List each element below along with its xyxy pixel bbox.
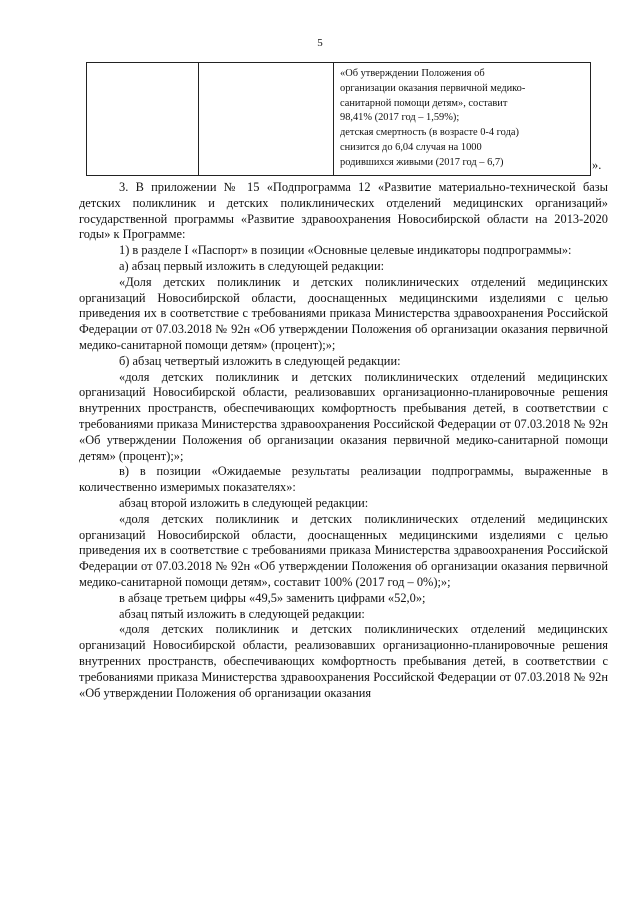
paragraph: 1) в разделе I «Паспорт» в позиции «Основные целевые индикаторы подпрограммы»:	[119, 243, 572, 258]
document-body	[79, 180, 608, 701]
paragraph: б) абзац четвертый изложить в следующей редакции:	[119, 353, 401, 368]
paragraph: «доля детских поликлиник и детских поликлинических отделений медицинских организаций Новосибирской области, реализовавших организационно-планировочные решения внутренних пространств, обеспечивающих комфортность пребывания детей, в соответствии с требованиями приказа Министерства здравоохранения Российской Федерации от 07.03.2018 № 92н «Об утверждении Положения об организации оказания	[79, 622, 608, 700]
table-cell-empty-1	[87, 63, 199, 176]
paragraph: «доля детских поликлиник и детских поликлинических отделений медицинских организаций Новосибирской области, реализовавших организационно-планировочные решения внутренних пространств, обеспечивающих комфортность пребывания детей, в соответствии с требованиями приказа Министерства здравоохранения Российской Федерации от 07.03.2018 № 92н «Об утверждении Положения об организации оказания первичной медико-санитарной помощи детям» (процент);»;	[79, 369, 608, 463]
paragraph: «доля детских поликлиник и детских поликлинических отделений медицинских организаций Новосибирской области, дооснащенных медицинскими изделиями с целью приведения их в соответствие с требованиями приказа Министерства здравоохранения Российской Федерации от 07.03.2018 № 92н «Об утверждении Положения об организации оказания первичной медико-санитарной помощи детям», составит 100% (2017 год – 0%);»;	[79, 511, 608, 589]
table-cell-line: снизится до 6,04 случая на 1000	[340, 141, 482, 153]
paragraph: «Доля детских поликлиник и детских поликлинических отделений медицинских организаций Новосибирской области, дооснащенных медицинскими изделиями с целью приведения их в соответствие с требованиями приказа Министерства здравоохранения Российской Федерации от 07.03.2018 № 92н «Об утверждении Положения об организации оказания первичной медико-санитарной помощи детям» (процент);»;	[79, 274, 608, 352]
paragraph: 3. В приложении № 15 «Подпрограмма 12 «Развитие материально-технической базы детских поликлиник и детских поликлинических отделений медицинских организаций» государственной программы «Развитие здравоохранения Новосибирской области на 2013-2020 годы» к Программе:	[79, 180, 608, 242]
table-row	[87, 63, 591, 176]
table-cell-line: 98,41% (2017 год – 1,59%);	[340, 112, 460, 124]
table-closing-quote: ».	[592, 158, 602, 172]
table-cell-line: организации оказания первичной медико-	[340, 82, 526, 94]
paragraph: абзац второй изложить в следующей редакции:	[119, 495, 369, 510]
table-cell-indicators	[334, 63, 591, 176]
table-cell-line: детская смертность (в возрасте 0-4 года)	[340, 127, 519, 139]
table-cell-empty-2	[199, 63, 334, 176]
page-number: 5	[317, 37, 323, 49]
paragraph: абзац пятый изложить в следующей редакции:	[119, 606, 365, 621]
table-cell-line: родившихся живыми (2017 год – 6,7)	[340, 156, 504, 168]
continuation-table	[86, 62, 591, 176]
table-cell-line: санитарной помощи детям», составит	[340, 97, 508, 109]
paragraph: в) в позиции «Ожидаемые результаты реализации подпрограммы, выраженные в количественно измеримых показателях»:	[79, 464, 608, 495]
paragraph: в абзаце третьем цифры «49,5» заменить цифрами «52,0»;	[119, 590, 426, 605]
table-cell-line: «Об утверждении Положения об	[340, 68, 485, 79]
paragraph: а) абзац первый изложить в следующей редакции:	[119, 258, 385, 273]
